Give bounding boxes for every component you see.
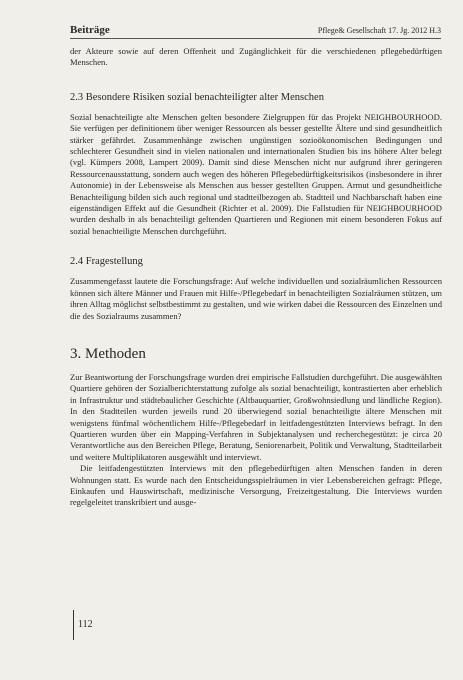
intro-paragraph: der Akteure sowie auf deren Offenheit und Zugänglichkeit für die verschiedenen pflegebedürftigen Menschen. [70,46,442,68]
section-3-paragraph-2: Die leitfadengestützten Interviews mit den pflegebedürftigen alten Menschen fanden in deren Wohnungen statt. Es wurde nach den Entscheidungsspielräumen in vier Lebensbereichen gefragt: Pflege, Einkaufen und Hauswirtschaft, medizinische Versorgung, Freizeitgestaltung. Die Interviews wurden regelgeleitet transkribiert und ausge- [70,463,442,508]
section-3-paragraph-1: Zur Beantwortung der Forschungsfrage wurden drei empirische Fallstudien durchgeführt. Die ausgewählten Quartiere gehören der Sozialberichterstattung zufolge als sozial benachteiligt, kontrastierten aber erheblich in Infrastruktur und städtebaulicher Geschichte (Altbauquartier, Großwohnsiedlung und ländliche Region). In den Stadtteilen wurden jeweils rund 20 überwiegend sozial benachteiligte ältere Menschen mit wenigstens fünfmal wöchentlichem Hilfe-/Pflegebedarf in leitfadengestützten Interviews befragt. In den Quartieren wurden über ein Mapping-Verfahren in Subjektanalysen und recherchegestützt: je circa 20 Verantwortliche aus den Bereichen Pflege, Beratung, Seniorenarbeit, Politik und Verwaltung, Stadtteilarbeit und weitere Multiplikatoren ausgewählt und interviewt. [70,371,442,462]
section-2-3-heading: 2.3 Besondere Risiken sozial benachteiligter alter Menschen [70,91,324,103]
page-number: 112 [73,610,93,640]
running-head-section: Beiträge [70,24,110,36]
section-2-3-paragraph: Sozial benachteiligte alte Menschen gelten besondere Zielgruppen für das Projekt NEIGHBOURHOOD. Sie verfügen per definitionem über weniger Ressourcen als besser gestellte Ältere und sind gesundheitlich stärker gefährdet. Zusammenhänge zwischen ungünstigen sozioökonomischen Bedingungen und schlechterer Gesundheit sind in vielen nationalen und internationalen Studien bis ins höhere Alter belegt (vgl. Kümpers 2008, Lampert 2009). Damit sind diese Menschen nicht nur aufgrund ihrer geringeren Ressourcenausstattung, sondern auch wegen des höheren Pflegebedürftigkeitsrisikos (insbesondere in ihrer Autonomie) in der Lebensweise als Menschen aus besser gestellten Gruppen. Armut und gesundheitliche Benachteiligung bilden sich auch regional und stadtteilbezogen ab. Stadtteil und Nachbarschaft haben eine eigenständigen Effekt auf die Gesundheit (Richter et al. 2009). Die Fallstudien für NEIGHBOURHOOD wurden deshalb in als benachteiligt geltenden Quartieren und Regionen mit einem besonderen Fokus auf sozial benachteiligte Menschen durchgeführt. [70,111,442,236]
section-3-heading: 3. Methoden [70,345,146,362]
running-head [70,24,441,39]
running-head-journal: Pflege& Gesellschaft 17. Jg. 2012 H.3 [317,26,441,35]
section-2-4-heading: 2.4 Fragestellung [70,256,143,268]
section-2-4-paragraph: Zusammengefasst lautete die Forschungsfrage: Auf welche individuellen und sozialräumlichen Ressourcen können sich ältere Männer und Frauen mit Hilfe-/Pflegebedarf in benachteiligten Sozialräumen stützen, um ihren Alltag möglichst selbstbestimmt zu gestalten, und wie wirken dabei die Ressourcen des Einzelnen und die des Sozialraums zusammen? [70,276,442,321]
article-body [70,46,442,509]
